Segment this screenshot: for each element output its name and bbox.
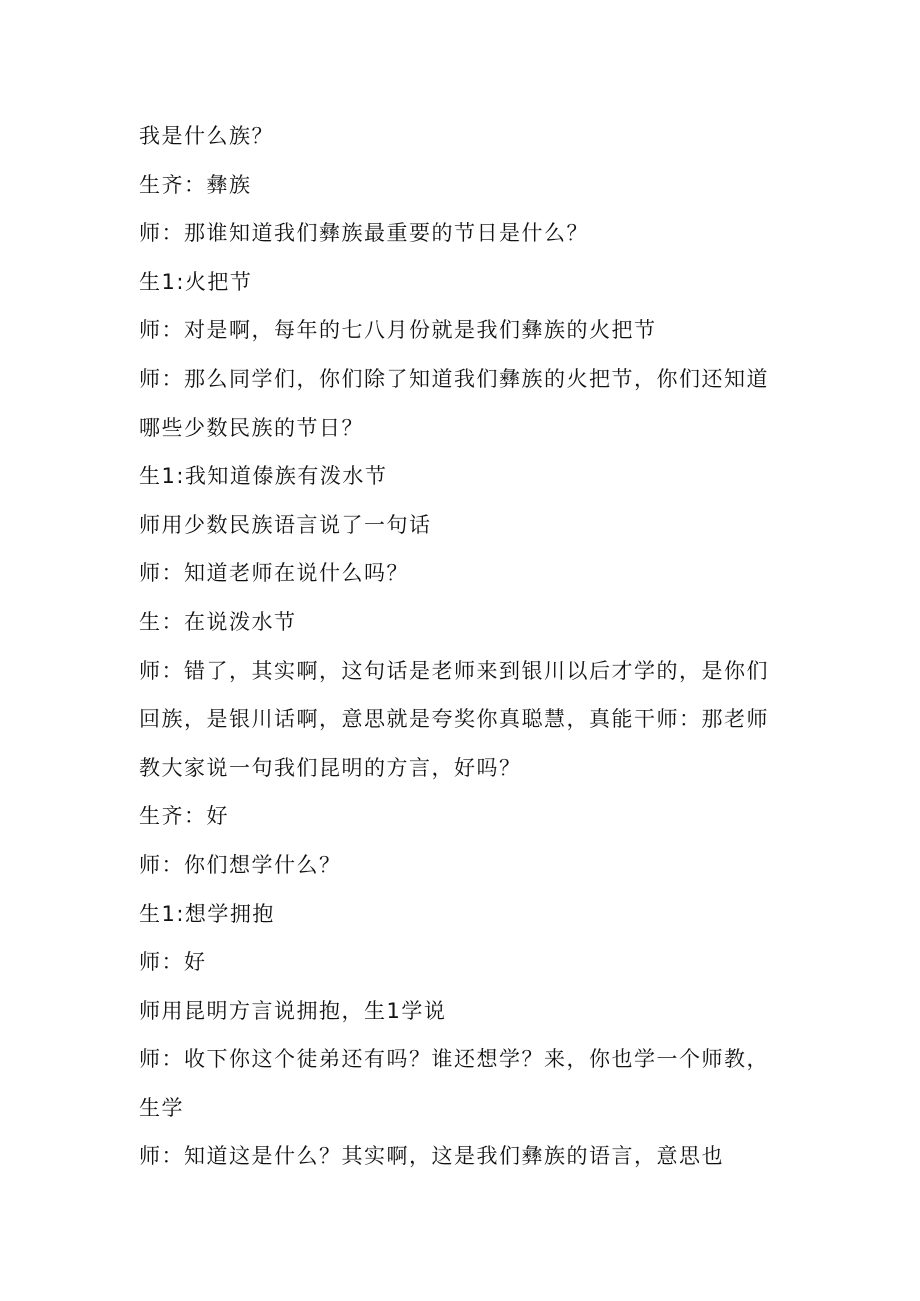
paragraph: 生齐：彝族 bbox=[139, 172, 252, 197]
paragraph: 师：那谁知道我们彝族最重要的节日是什么？ bbox=[139, 221, 589, 246]
paragraph: 师：好 bbox=[139, 950, 207, 975]
paragraph: 生齐：好 bbox=[139, 804, 229, 829]
paragraph: 生1:火把节 bbox=[139, 269, 253, 294]
paragraph: 师：你们想学什么？ bbox=[139, 852, 342, 877]
paragraph: 生1:想学拥抱 bbox=[139, 901, 275, 926]
document-body bbox=[139, 112, 769, 1181]
paragraph: 师用少数民族语言说了一句话 bbox=[139, 512, 432, 537]
paragraph: 师：知道老师在说什么吗？ bbox=[139, 561, 409, 586]
paragraph: 生：在说泼水节 bbox=[139, 609, 297, 634]
paragraph: 师：那么同学们，你们除了知道我们彝族的火把节，你们还知道哪些少数民族的节日？ bbox=[139, 366, 769, 440]
paragraph: 生1:我知道傣族有泼水节 bbox=[139, 464, 388, 489]
paragraph: 我是什么族？ bbox=[139, 124, 274, 148]
paragraph: 师：错了，其实啊，这句话是老师来到银川以后才学的，是你们回族，是银川话啊，意思就是夸奖你真聪慧，真能干师：那老师教大家说一句我们昆明的方言，好吗？ bbox=[139, 658, 769, 780]
paragraph: 师：知道这是什么？其实啊，这是我们彝族的语言，意思也 bbox=[139, 1144, 724, 1169]
paragraph: 师：收下你这个徒弟还有吗？谁还想学？来，你也学一个师教，生学 bbox=[139, 1047, 769, 1120]
paragraph: 师：对是啊，每年的七八月份就是我们彝族的火把节 bbox=[139, 318, 657, 343]
paragraph: 师用昆明方言说拥抱，生1学说 bbox=[139, 998, 447, 1023]
